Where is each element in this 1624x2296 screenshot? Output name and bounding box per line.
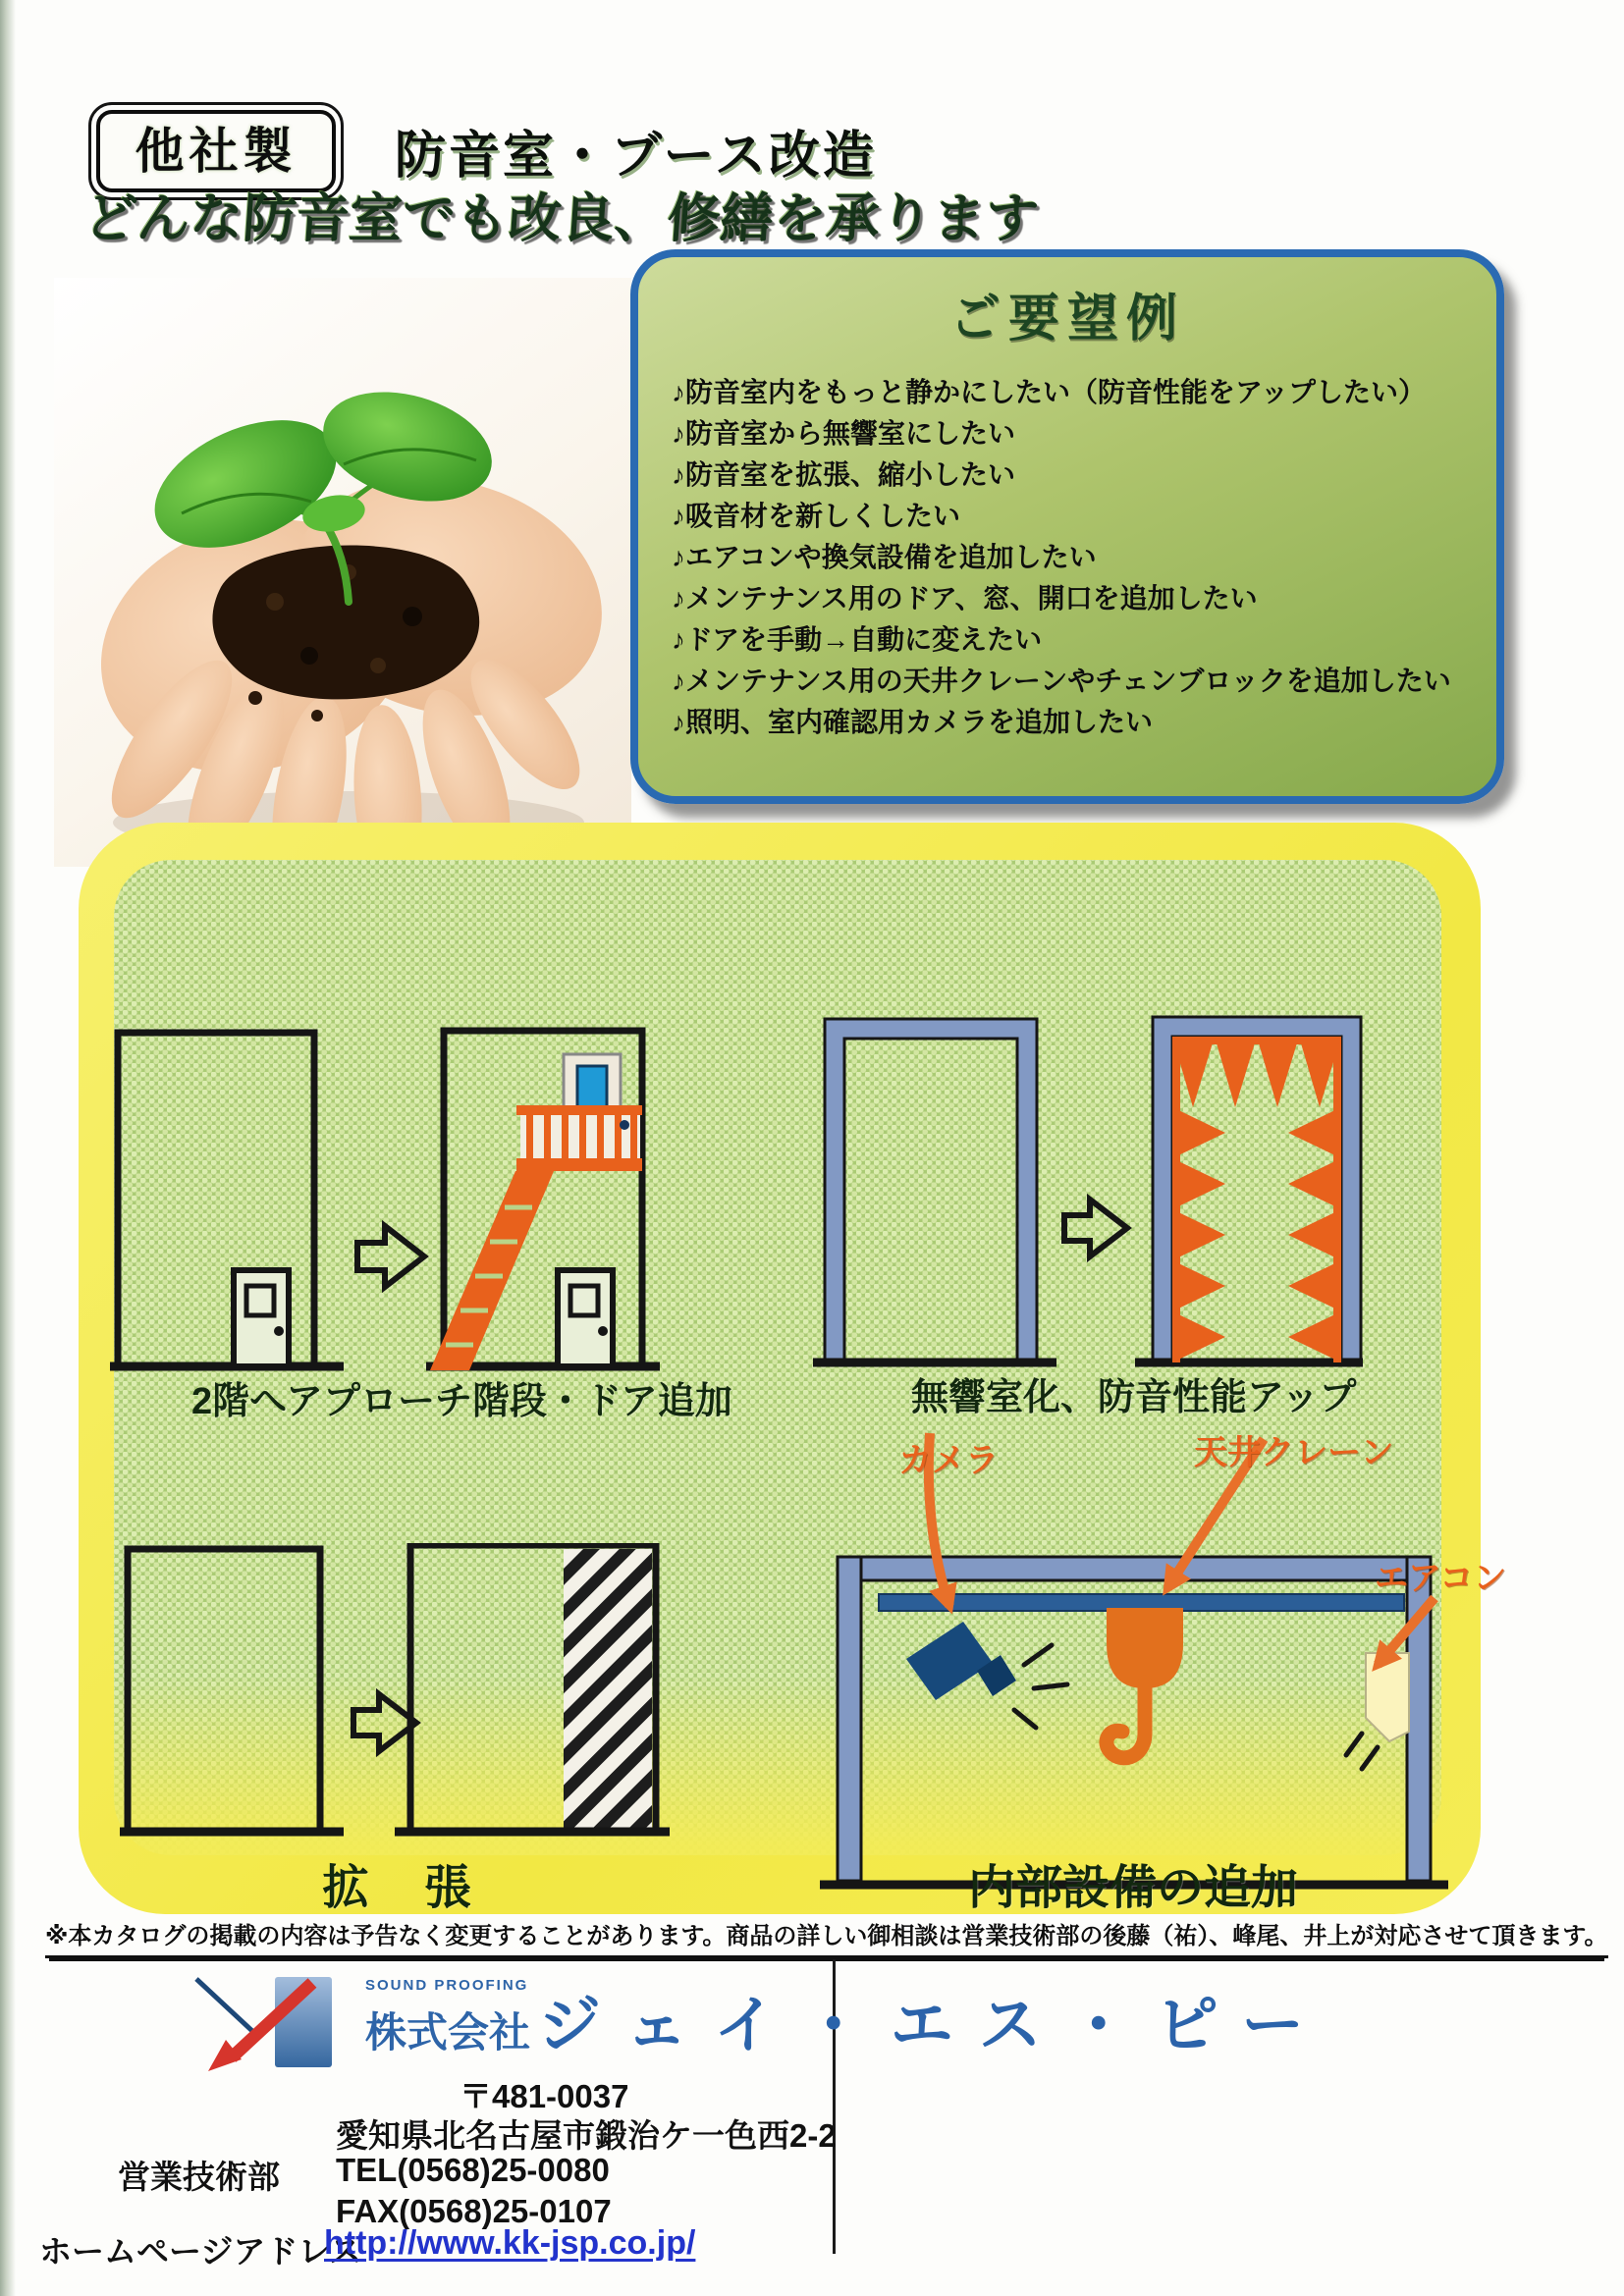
hands-seedling-illustration [54, 278, 631, 867]
requests-list [638, 372, 1496, 743]
company-address: 愛知県北名古屋市鍛治ケ一色西2-2 [336, 2117, 837, 2154]
scan-edge-artifact [0, 0, 16, 2296]
camera-icon [906, 1622, 1067, 1728]
arrow-right-icon [1064, 1200, 1127, 1256]
requests-box [630, 249, 1504, 804]
request-item: ♪防音室から無響室にしたい [672, 418, 1016, 449]
caption-expansion: 拡 張 [322, 1862, 476, 1914]
homepage-label: ホームページアドレス [39, 2233, 362, 2269]
diagram-expansion [120, 1543, 670, 1847]
request-item: ♪エアコンや換気設備を追加したい [672, 542, 1097, 572]
aircon-icon [1346, 1653, 1409, 1769]
fax-number: FAX(0568)25-0107 [336, 2193, 612, 2229]
crane-label: 天井クレーン [1194, 1434, 1394, 1471]
request-item: ♪吸音材を新しくしたい [672, 501, 961, 531]
homepage-link[interactable]: http://www.kk-jsp.co.jp/ [324, 2224, 696, 2262]
request-item: ♪防音室を拡張、縮小したい [672, 459, 1016, 490]
aircon-label: エアコン [1375, 1560, 1507, 1597]
company-name: ジェイ・エス・ピー [538, 1990, 1330, 2060]
request-item: ♪メンテナンス用の天井クレーンやチェンブロックを追加したい [672, 666, 1451, 696]
request-item: ♪照明、室内確認用カメラを追加したい [672, 707, 1154, 737]
page-subtitle: どんな防音室でも改良、修繕を承ります [81, 189, 1041, 248]
request-item: ♪ドアを手動→自動に変えたい [672, 624, 1043, 655]
crane-hook-icon [1107, 1608, 1183, 1758]
extension-hatched-area [564, 1549, 652, 1829]
request-item: ♪メンテナンス用のドア、窓、開口を追加したい [672, 583, 1258, 614]
company-logo-icon [189, 1975, 336, 2073]
anechoic-wedges [1172, 1037, 1341, 1362]
requests-title: ご要望例 [948, 291, 1185, 347]
diagram-anechoic [813, 1011, 1363, 1376]
department-label: 営業技術部 [118, 2159, 280, 2195]
booth-frame [825, 1019, 1037, 1362]
disclaimer-text: ※本カタログの掲載の内容は予告なく変更することがあります。商品の詳しい御相談は営業技術部の後藤（祐）、峰尾、井上が対応させて頂きます。 [45, 1916, 1608, 1958]
diagram-interior-equipment [820, 1431, 1448, 1893]
header-badge: 他社製 [96, 110, 336, 192]
arrow-right-icon [353, 1694, 416, 1751]
soundproofing-logo-text: SOUND PROOFING [365, 1977, 529, 1994]
caption-interior: 内部設備の追加 [968, 1862, 1299, 1914]
company-prefix: 株式会社 [365, 2009, 531, 2056]
postal-code: 〒481-0037 [460, 2078, 629, 2114]
tel-number: TEL(0568)25-0080 [336, 2152, 610, 2188]
room-outline [128, 1549, 320, 1832]
hands-seedling-photo [54, 278, 631, 867]
caption-stairs: 2階へアプローチ階段・ドア追加 [191, 1381, 732, 1422]
diagram-stairs [110, 1021, 660, 1382]
page-title: 防音室・ブース改造 [395, 128, 877, 185]
booth-frame [820, 1557, 1448, 1885]
camera-label: カメラ [898, 1442, 999, 1479]
caption-anechoic: 無響室化、防音性能アップ [911, 1377, 1357, 1418]
arrow-right-icon [357, 1226, 424, 1287]
request-item: ♪防音室内をもっと静かにしたい（防音性能をアップしたい） [672, 377, 1427, 407]
